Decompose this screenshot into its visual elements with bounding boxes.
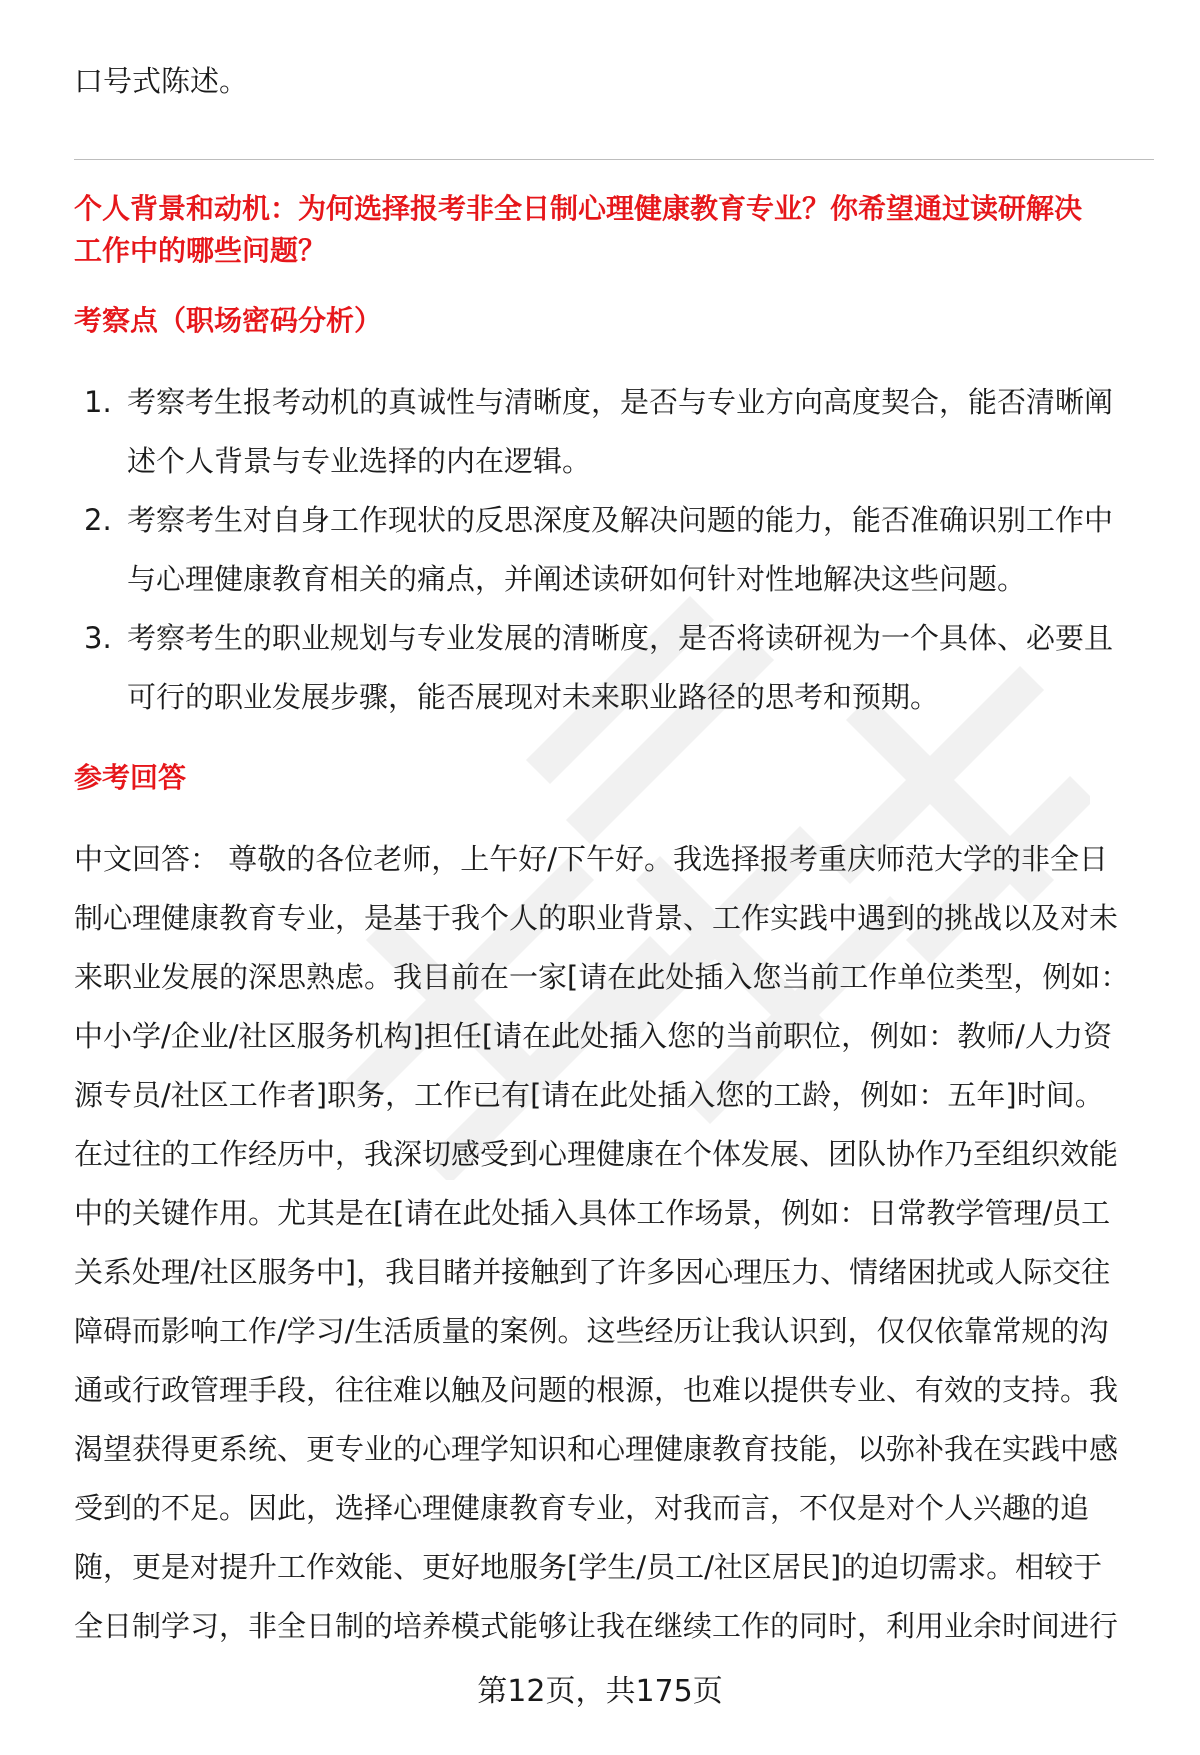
list-item-line-2: 与心理健康教育相关的痛点，并阐述读研如何针对性地解决这些问题。	[127, 562, 1027, 596]
answer-line: 渴望获得更系统、更专业的心理学知识和心理健康教育技能，以弥补我在实践中感	[74, 1432, 1119, 1466]
question-line-2: 工作中的哪些问题？	[74, 234, 327, 267]
intro-text: 口号式陈述。	[74, 64, 249, 98]
page-number-footer: 第12页，共175页	[477, 1674, 723, 1709]
list-item-line-1: 考察考生的职业规划与专业发展的清晰度，是否将读研视为一个具体、必要且	[127, 621, 1114, 655]
answer-line: 障碍而影响工作/学习/生活质量的案例。这些经历让我认识到，仅仅依靠常规的沟	[74, 1314, 1109, 1348]
answer-line: 随，更是对提升工作效能、更好地服务[学生/员工/社区居民]的迫切需求。相较于	[74, 1550, 1103, 1584]
list-item-line-1: 考察考生对自身工作现状的反思深度及解决问题的能力，能否准确识别工作中	[127, 503, 1114, 537]
points-list	[74, 373, 1154, 727]
question-heading	[74, 188, 1154, 272]
answer-line: 受到的不足。因此，选择心理健康教育专业，对我而言，不仅是对个人兴趣的追	[74, 1491, 1090, 1525]
answer-line: 通或行政管理手段，往往难以触及问题的根源，也难以提供专业、有效的支持。我	[74, 1373, 1119, 1407]
answer-paragraph	[74, 830, 1154, 1656]
answer-line: 制心理健康教育专业，是基于我个人的职业背景、工作实践中遇到的挑战以及对未	[74, 901, 1119, 935]
answer-line: 在过往的工作经历中，我深切感受到心理健康在个体发展、团队协作乃至组织效能	[74, 1137, 1119, 1171]
answer-line: 中小学/企业/社区服务机构]担任[请在此处插入您的当前职位，例如：教师/人力资	[74, 1019, 1112, 1053]
answer-line: 全日制学习，非全日制的培养模式能够让我在继续工作的同时，利用业余时间进行	[74, 1609, 1119, 1643]
points-heading: 考察点（职场密码分析）	[74, 304, 383, 337]
section-divider	[74, 159, 1154, 160]
list-item-line-2: 述个人背景与专业选择的内在逻辑。	[127, 444, 592, 478]
answer-line: 关系处理/社区服务中]，我目睹并接触到了许多因心理压力、情绪困扰或人际交往	[74, 1255, 1111, 1289]
answer-heading: 参考回答	[74, 761, 187, 794]
list-item	[74, 609, 1154, 727]
answer-line: 来职业发展的深思熟虑。我目前在一家[请在此处插入您当前工作单位类型，例如：	[74, 960, 1130, 994]
answer-line: 中文回答： 尊敬的各位老师，上午好/下午好。我选择报考重庆师范大学的非全日	[74, 842, 1108, 876]
list-item-line-1: 考察考生报考动机的真诚性与清晰度，是否与专业方向高度契合，能否清晰阐	[127, 385, 1114, 419]
list-item	[74, 373, 1154, 491]
answer-line: 源专员/社区工作者]职务，工作已有[请在此处插入您的工龄，例如：五年]时间。	[74, 1078, 1104, 1112]
list-item	[74, 491, 1154, 609]
list-item-number: 1.	[84, 385, 112, 419]
list-item-number: 3.	[84, 621, 112, 655]
question-line-1: 个人背景和动机：为何选择报考非全日制心理健康教育专业？你希望通过读研解决	[74, 192, 1083, 225]
list-item-number: 2.	[84, 503, 112, 537]
answer-line: 中的关键作用。尤其是在[请在此处插入具体工作场景，例如：日常教学管理/员工	[74, 1196, 1111, 1230]
list-item-line-2: 可行的职业发展步骤，能否展现对未来职业路径的思考和预期。	[127, 680, 940, 714]
